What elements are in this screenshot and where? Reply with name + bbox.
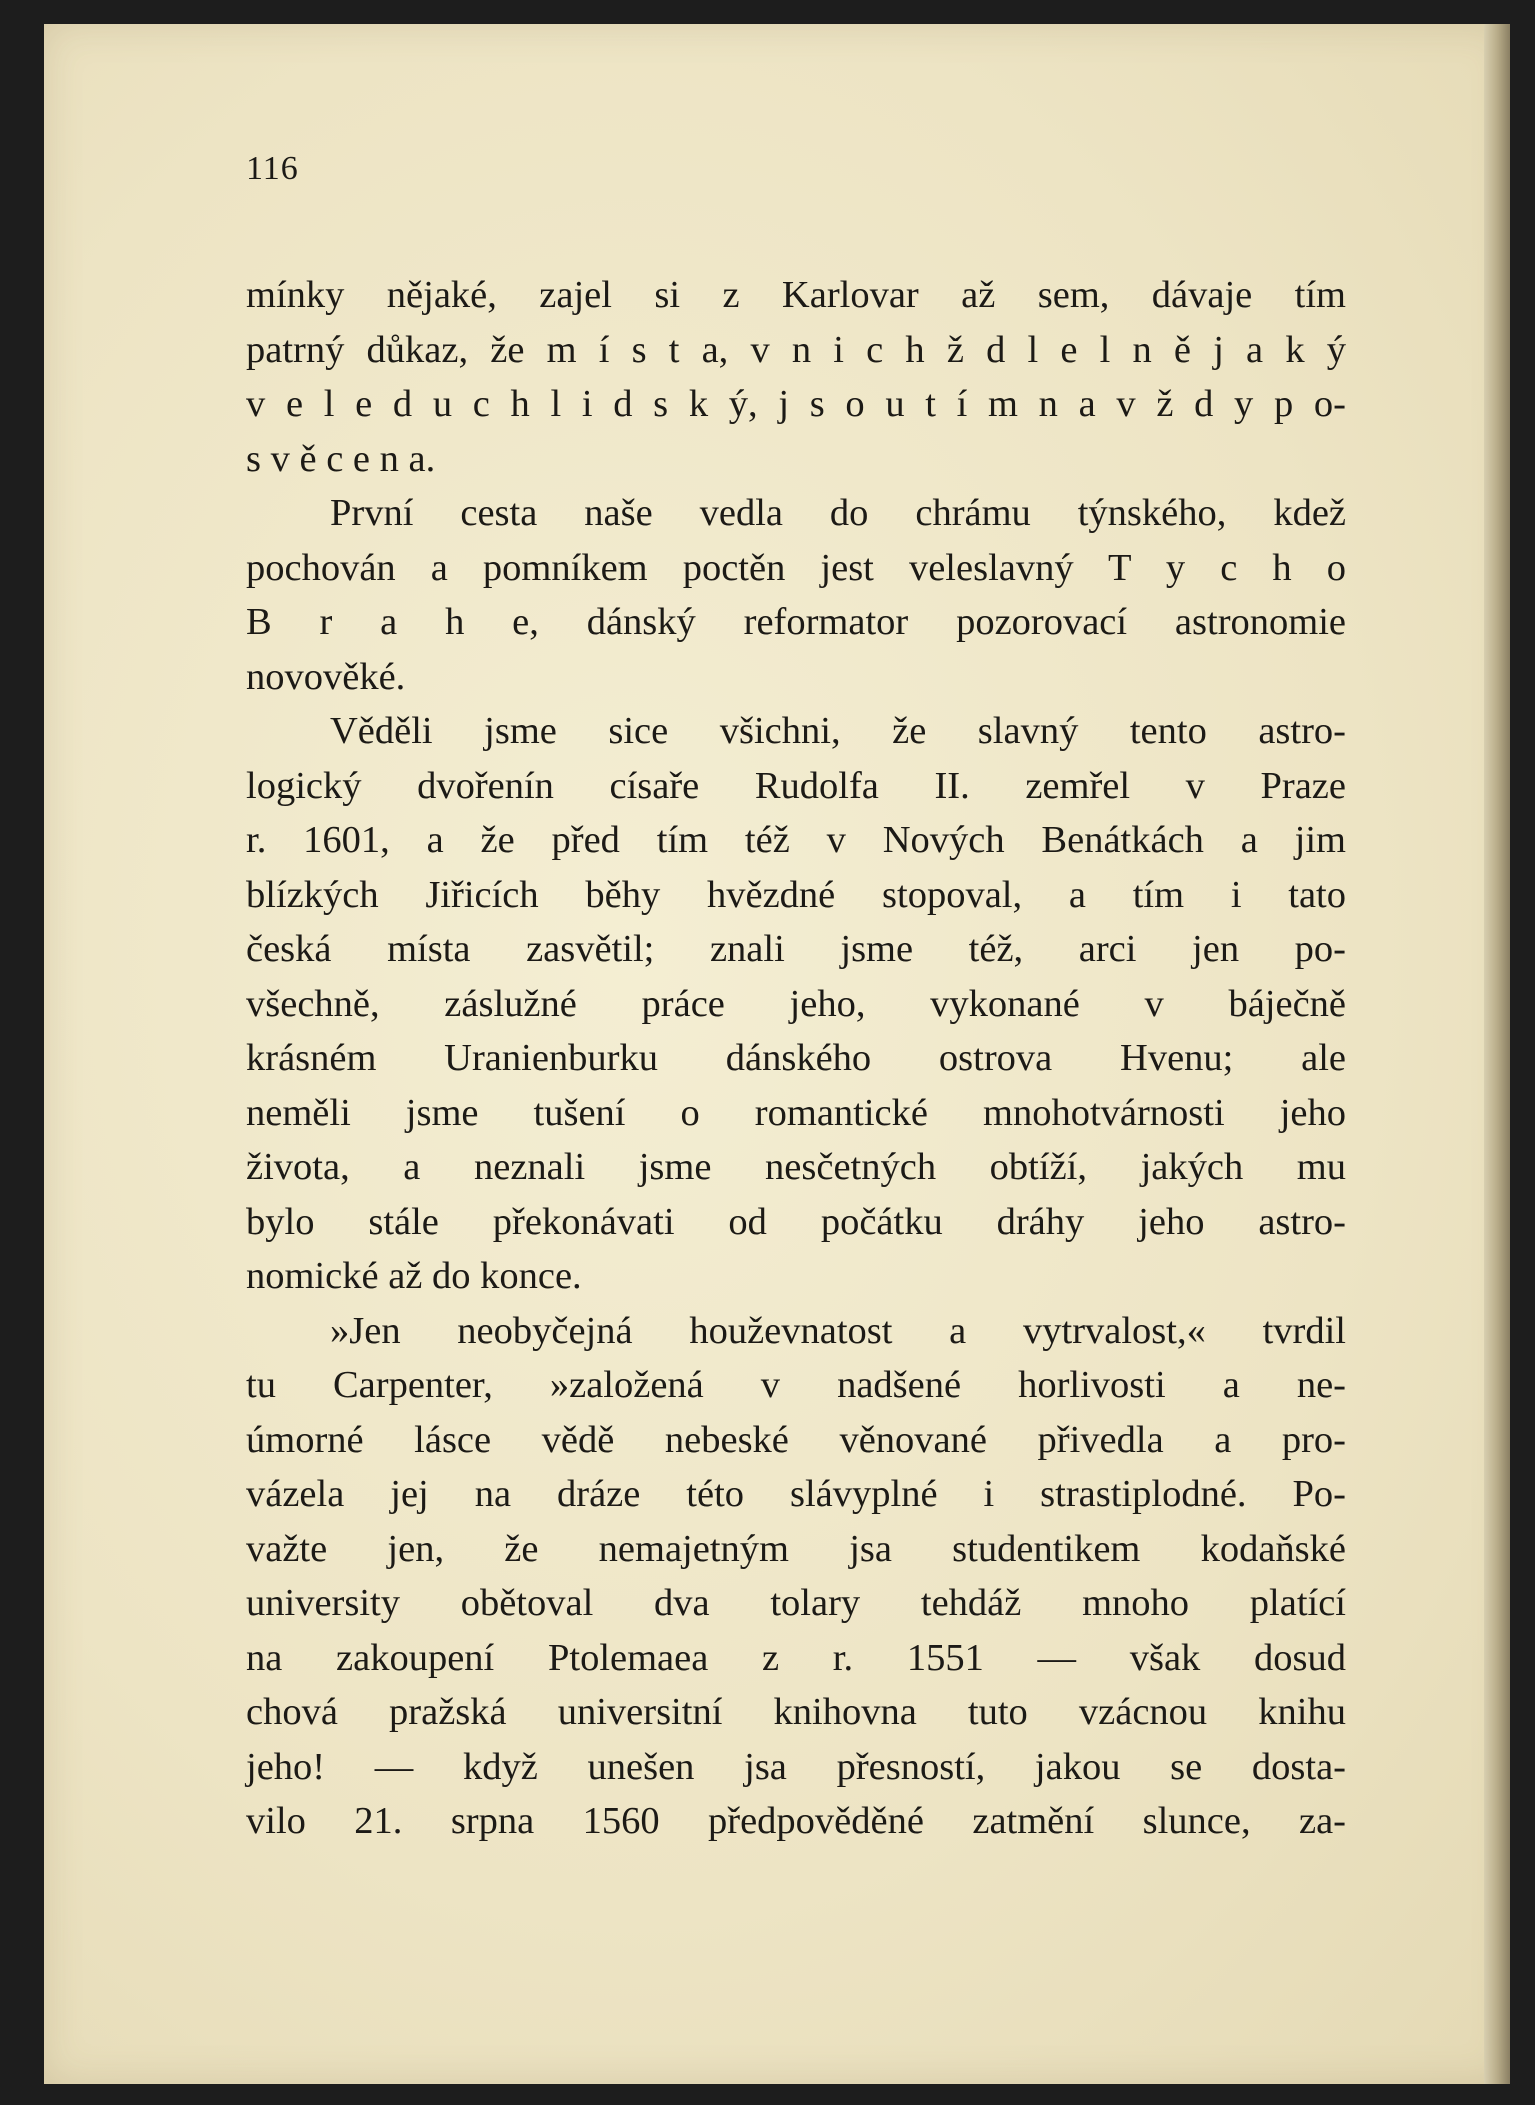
text-line: r. 1601, a že před tím též v Nových Benátkách a jim [246,819,1346,861]
paragraph [246,486,1346,704]
text-line: pochován a pomníkem poctěn jest veleslavný T y c h o [246,546,1346,589]
text-line: logický dvořenín císaře Rudolfa II. zemřel v Praze [246,764,1346,807]
text-line: s v ě c e n a. [246,437,436,480]
text-line: úmorné lásce vědě nebeské věnované přivedla a pro- [246,1418,1346,1461]
text-line: vilo 21. srpna 1560 předpověděné zatmění slunce, za- [246,1800,1346,1842]
page-number: 116 [246,150,299,187]
text-line: nomické až do konce. [246,1255,582,1297]
paragraph [246,1304,1346,1849]
paragraph [246,268,1346,486]
text-line: B r a h e, dánský reformator pozorovací astronomie [246,601,1346,643]
body-text [246,268,1346,1849]
text-line: všechně, záslužné práce jeho, vykonané v báječně [246,982,1346,1025]
text-line: vázela jej na dráze této slávyplné i strastiplodné. Po- [246,1473,1346,1515]
text-line: chová pražská universitní knihovna tuto vzácnou knihu [246,1691,1346,1733]
text-line: na zakoupení Ptolemaea z r. 1551 — však dosud [246,1636,1346,1679]
paragraph [246,704,1346,1304]
text-line: života, a neznali jsme nesčetných obtíží, jakých mu [246,1146,1346,1188]
text-line: mínky nějaké, zajel si z Karlovar až sem, dávaje tím [246,274,1346,316]
text-line: jeho! — když unešen jsa přesností, jakou se dosta- [246,1745,1346,1788]
text-line: tu Carpenter, »založená v nadšené horlivosti a ne- [246,1364,1346,1406]
text-line: První cesta naše vedla do chrámu týnského, kdež [330,492,1346,534]
text-line: Věděli jsme sice všichni, že slavný tento astro- [330,710,1346,752]
text-line: krásném Uranienburku dánského ostrova Hvenu; ale [246,1037,1346,1079]
text-line: česká místa zasvětil; znali jsme též, arci jen po- [246,928,1346,970]
text-line: važte jen, že nemajetným jsa studentikem kodaňské [246,1527,1346,1570]
text-line: »Jen neobyčejná houževnatost a vytrvalost,« tvrdil [330,1309,1346,1352]
text-line: neměli jsme tušení o romantické mnohotvárnosti jeho [246,1091,1346,1134]
text-line: blízkých Jiřicích běhy hvězdné stopoval, a tím i tato [246,873,1346,916]
text-line: novověké. [246,655,406,698]
text-line: v e l e d u c h l i d s k ý, j s o u t í m n a v ž d y p o- [246,383,1346,425]
book-spine-edge [1484,24,1510,2084]
text-line: patrný důkaz, že m í s t a, v n i c h ž d l e l n ě j a k ý [246,328,1346,371]
text-line: bylo stále překonávati od počátku dráhy jeho astro- [246,1200,1346,1243]
text-line: university obětoval dva tolary tehdáž mnoho platící [246,1582,1346,1624]
